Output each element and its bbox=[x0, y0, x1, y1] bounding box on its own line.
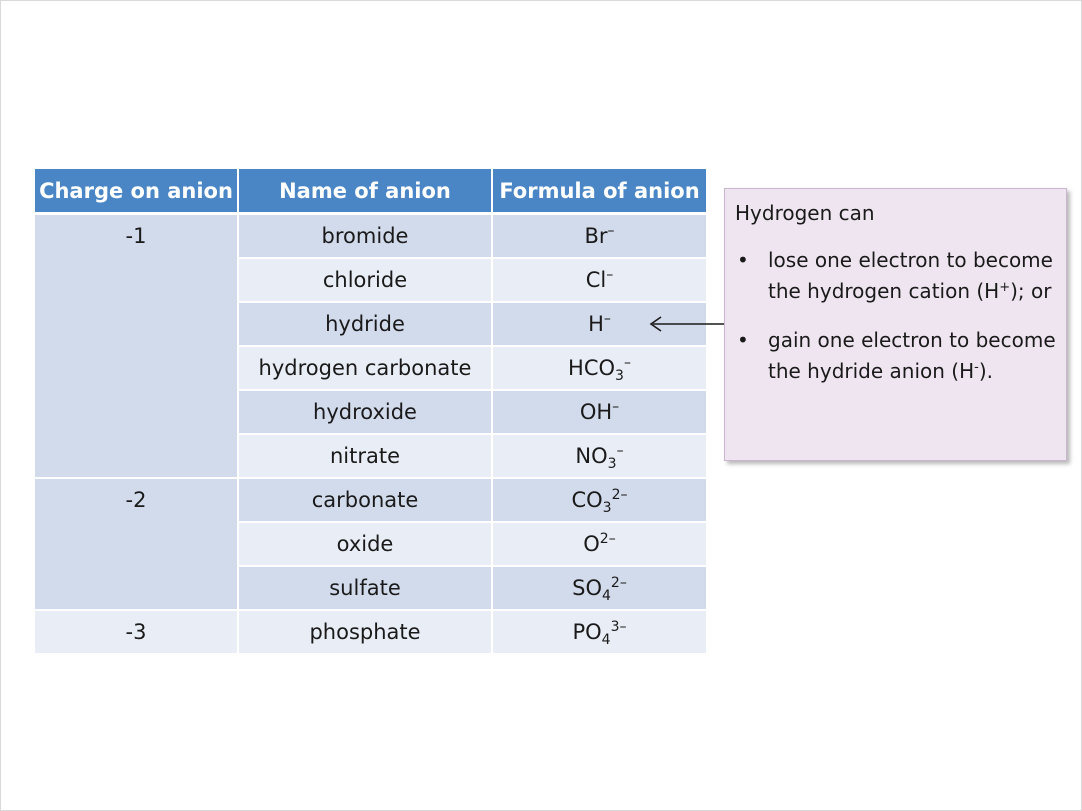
anion-formula-cell bbox=[493, 567, 706, 611]
formula-subscript: 4 bbox=[601, 632, 611, 648]
hydrogen-callout bbox=[724, 188, 1067, 461]
anion-name-cell: hydrogen carbonate bbox=[239, 347, 493, 391]
bullet-text-after: ); or bbox=[1010, 279, 1052, 303]
anion-formula-cell bbox=[493, 391, 706, 435]
formula-base: HCO bbox=[568, 356, 616, 380]
arrow-left-icon bbox=[647, 315, 727, 333]
formula-charge: 3– bbox=[610, 619, 627, 635]
formula-charge: – bbox=[623, 355, 631, 371]
header-formula: Formula of anion bbox=[493, 169, 706, 215]
anion-name-cell: chloride bbox=[239, 259, 493, 303]
table-body bbox=[35, 215, 706, 655]
formula-charge: – bbox=[612, 399, 620, 415]
callout-bullet-gain bbox=[735, 325, 1056, 387]
formula-subscript: 3 bbox=[615, 368, 624, 384]
charge-cell: -1 bbox=[35, 215, 239, 479]
anion-name-cell: sulfate bbox=[239, 567, 493, 611]
formula-charge: – bbox=[616, 443, 624, 459]
anion-formula-cell bbox=[493, 479, 706, 523]
table-row bbox=[35, 611, 706, 655]
formula-charge: – bbox=[607, 223, 615, 239]
anion-name-cell: hydroxide bbox=[239, 391, 493, 435]
header-row bbox=[35, 169, 706, 215]
formula-subscript: 3 bbox=[602, 500, 612, 516]
bullet-text-before: lose one electron to become the hydrogen cation (H bbox=[768, 248, 1053, 303]
anion-name-cell: bromide bbox=[239, 215, 493, 259]
formula-base: Br bbox=[584, 224, 608, 248]
anion-name-cell: oxide bbox=[239, 523, 493, 567]
charge-cell: -3 bbox=[35, 611, 239, 655]
formula-charge: – bbox=[606, 267, 614, 283]
formula-base: NO bbox=[575, 444, 608, 468]
header-name: Name of anion bbox=[239, 169, 493, 215]
formula-charge: 2– bbox=[610, 575, 627, 591]
bullet-text-after: ). bbox=[978, 359, 993, 383]
header-charge: Charge on anion bbox=[35, 169, 239, 215]
formula-base: O bbox=[583, 532, 600, 556]
anion-table bbox=[35, 169, 706, 655]
anion-name-cell: hydride bbox=[239, 303, 493, 347]
formula-base: OH bbox=[579, 400, 613, 424]
bullet-text-before: gain one electron to become the hydride anion (H bbox=[768, 328, 1056, 383]
formula-base: H bbox=[588, 312, 604, 336]
formula-charge: 2– bbox=[599, 531, 616, 547]
anion-formula-cell bbox=[493, 523, 706, 567]
bullet-icon: • bbox=[737, 248, 749, 272]
charge-cell: -2 bbox=[35, 479, 239, 611]
bullet-icon: • bbox=[737, 328, 749, 352]
formula-base: Cl bbox=[585, 268, 607, 292]
anion-name-cell: carbonate bbox=[239, 479, 493, 523]
bullet-text-sup: + bbox=[999, 280, 1011, 295]
table-row bbox=[35, 479, 706, 523]
anion-formula-cell bbox=[493, 435, 706, 479]
anion-name-cell: phosphate bbox=[239, 611, 493, 655]
formula-base: CO bbox=[571, 488, 603, 512]
formula-charge: – bbox=[603, 311, 611, 327]
callout-title: Hydrogen can bbox=[735, 201, 875, 225]
formula-subscript: 3 bbox=[607, 456, 617, 472]
anion-formula-cell bbox=[493, 259, 706, 303]
bullet-text-sup: - bbox=[974, 360, 979, 375]
table-row bbox=[35, 215, 706, 259]
anion-formula-cell bbox=[493, 347, 706, 391]
anion-name-cell: nitrate bbox=[239, 435, 493, 479]
formula-subscript: 4 bbox=[602, 588, 611, 604]
anion-formula-cell bbox=[493, 611, 706, 655]
formula-base: SO bbox=[572, 576, 602, 600]
callout-bullet-lose bbox=[735, 245, 1056, 307]
formula-charge: 2– bbox=[611, 487, 628, 503]
formula-base: PO bbox=[572, 620, 602, 644]
anion-formula-cell bbox=[493, 215, 706, 259]
